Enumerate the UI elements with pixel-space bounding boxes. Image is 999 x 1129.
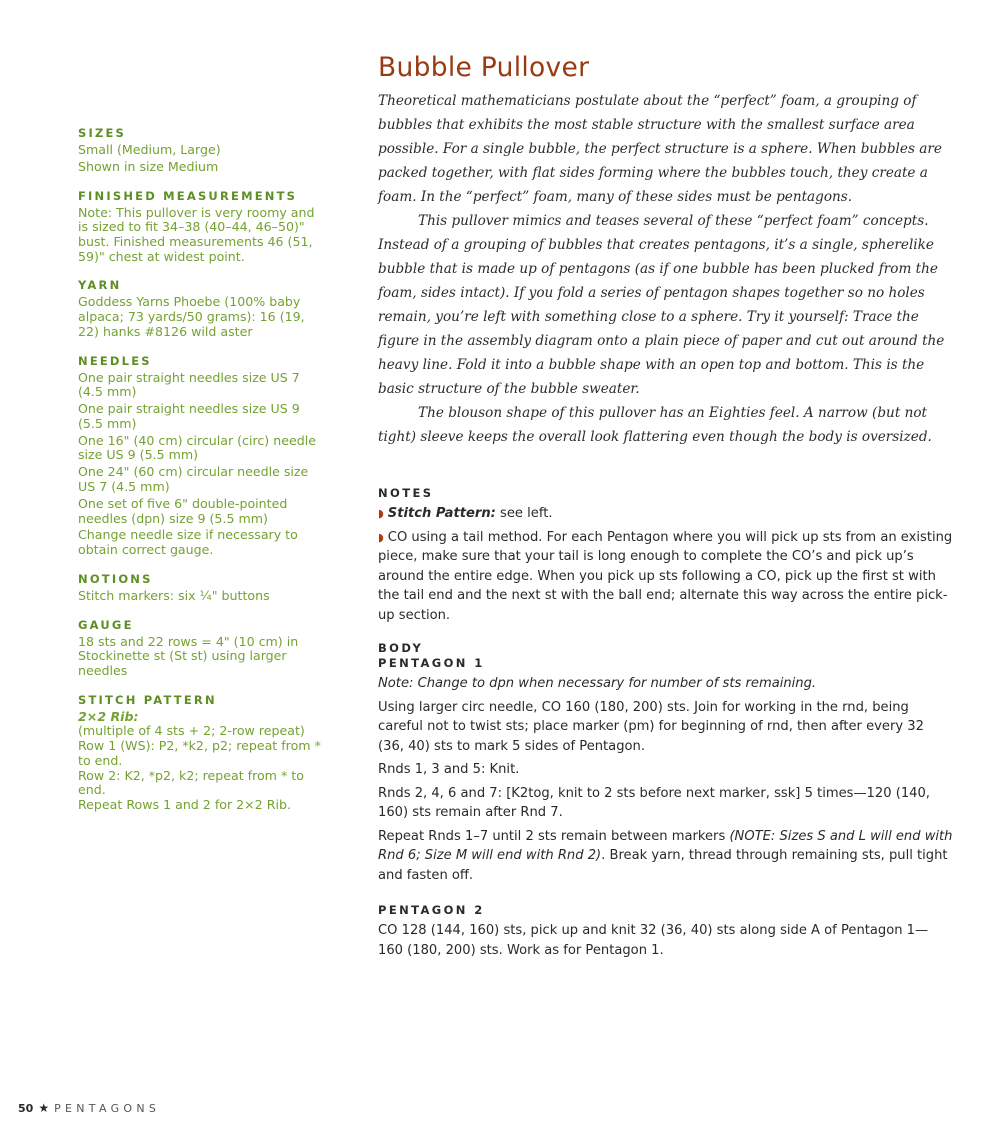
notes-heading: NOTES (378, 486, 434, 500)
stitch-section (78, 693, 323, 813)
finished-line: Note: This pullover is very roomy and is sized to fit 34–38 (40–44, 46–50)" bust. Finished measurements 46 (51, 59)" chest at widest point. (78, 204, 315, 264)
notions-heading: NOTIONS (78, 571, 153, 586)
gauge-section (78, 618, 323, 679)
pentagon-2-heading: PENTAGON 2 (378, 903, 485, 917)
notes-text: CO using a tail method. For each Pentagon where you will pick up sts from an existing piece, make sure that your tail is long enough to complete the CO’s and pick up’s around the entire edge. When you pick up sts following a CO, pick up the first st with the tail end and the next st with the ball end; alternate this way across the entire pick-up section. (378, 529, 953, 623)
gauge-heading: GAUGE (78, 617, 134, 632)
body-paragraph: Rnds 2, 4, 6 and 7: [K2tog, knit to 2 sts before next marker, ssk] 5 times—120 (140, 160) sts remain after Rnd 7. (378, 785, 930, 820)
bullet-icon: ◗ (378, 507, 384, 520)
bullet-icon: ◗ (378, 530, 384, 544)
yarn-heading: YARN (78, 278, 122, 293)
finished-section (78, 189, 323, 265)
body-text-span: Repeat Rnds 1–7 until 2 sts remain between markers (378, 828, 730, 844)
sizes-section (78, 126, 323, 175)
intro-paragraph: The blouson shape of this pullover has an Eighties feel. A narrow (but not tight) sleeve keeps the overall look flattering even though the body is oversized. (378, 405, 932, 445)
body-heading: BODY (378, 641, 424, 655)
main-column (378, 52, 953, 964)
gauge-line: 18 sts and 22 rows = 4" (10 cm) in Stockinette st (St st) using larger needles (78, 633, 299, 678)
section-name: PENTAGONS (54, 1102, 161, 1115)
page-number: 50 (18, 1102, 34, 1115)
body-paragraph: Using larger circ needle, CO 160 (180, 200) sts. Join for working in the rnd, being careful not to twist sts; place marker (pm) for beginning of rnd, then after every 32 (36, 40) sts to mark 5 sides of Pentagon. (378, 699, 924, 754)
body-text-span: . Break yarn, thread through remaining sts, pull tight and fasten off. (378, 848, 948, 883)
stitch-line: Row 1 (WS): P2, *k2, p2; repeat from * to end. (78, 738, 321, 768)
body-section (378, 641, 953, 960)
needles-line: One set of five 6" double-pointed needles (dpn) size 9 (5.5 mm) (78, 495, 288, 526)
notions-section (78, 572, 323, 604)
pentagon-1-heading: PENTAGON 1 (378, 656, 485, 670)
star-icon: ★ (38, 1101, 50, 1115)
sizes-line: Shown in size Medium (78, 158, 219, 174)
stitch-heading: STITCH PATTERN (78, 692, 217, 707)
needles-line: One 16" (40 cm) circular (circ) needle size US 9 (5.5 mm) (78, 432, 316, 463)
notes-bullet (378, 504, 953, 524)
body-paragraph: CO 128 (144, 160) sts, pick up and knit 32 (36, 40) sts along side A of Pentagon 1—160 (180, 200) sts. Work as for Pentagon 1. (378, 923, 929, 958)
needles-section (78, 354, 323, 558)
page-title: Bubble Pullover (378, 52, 590, 83)
sizes-heading: SIZES (78, 126, 127, 140)
body-note: Note: Change to dpn when necessary for number of sts remaining. (378, 676, 817, 691)
sizes-line: Small (Medium, Large) (78, 142, 221, 157)
notes-section (378, 486, 953, 625)
stitch-line: (multiple of 4 sts + 2; 2-row repeat) (78, 723, 305, 739)
yarn-section (78, 278, 323, 339)
intro-paragraph: This pullover mimics and teases several of these “perfect foam” concepts. Instead of a grouping of bubbles that creates pentagons, it’s a single, spherelike bubble that is made up of pentagons (as if one bubble has been plucked from the foam, sides intact). If you fold a series of pentagon shapes together so no holes remain, you’re left with something close to a sphere. Try it yourself: Trace the figure in the assembly diagram onto a plain piece of paper and cut out around the heavy line. Fold it into a bubble shape with an open top and bottom. This is the basic structure of the bubble sweater. (378, 213, 945, 397)
intro (378, 89, 953, 449)
stitch-line: Repeat Rows 1 and 2 for 2×2 Rib. (78, 796, 291, 812)
stitch-pattern-label: Stitch Pattern: (387, 506, 496, 521)
stitch-line: Row 2: K2, *p2, k2; repeat from * to end. (78, 767, 304, 798)
body-paragraph: Rnds 1, 3 and 5: Knit. (378, 762, 520, 777)
finished-heading: FINISHED MEASUREMENTS (78, 188, 298, 203)
intro-paragraph: Theoretical mathematicians postulate about the “perfect” foam, a grouping of bubbles that exhibits the most stable structure with the smallest surface area possible. For a single bubble, the perfect structure is a sphere. When bubbles are packed together, with flat sides forming where the bubbles touch, they create a foam. In the “perfect” foam, many of these sides must be pentagons. (378, 93, 942, 205)
body-note-inline: (NOTE: Sizes S and L will end with Rnd 6; Size M will end with Rnd 2) (378, 828, 953, 863)
needles-line: One 24" (60 cm) circular needle size US 7 (4.5 mm) (78, 464, 309, 494)
body-paragraph (378, 827, 953, 886)
needles-line: One pair straight needles size US 9 (5.5 mm) (78, 401, 300, 431)
sidebar (78, 126, 323, 827)
notes-text: see left. (495, 506, 553, 521)
yarn-line: Goddess Yarns Phoebe (100% baby alpaca; 73 yards/50 grams): 16 (19, 22) hanks #8126 wild aster (78, 294, 305, 339)
needles-line: Change needle size if necessary to obtain correct gauge. (78, 527, 298, 558)
needles-line: One pair straight needles size US 7 (4.5 mm) (78, 369, 300, 400)
rib-label: 2×2 Rib: (78, 708, 139, 724)
needles-heading: NEEDLES (78, 353, 152, 368)
page-footer (18, 1101, 160, 1115)
notions-line: Stitch markers: six ¼" buttons (78, 587, 270, 603)
notes-bullet (378, 528, 953, 626)
